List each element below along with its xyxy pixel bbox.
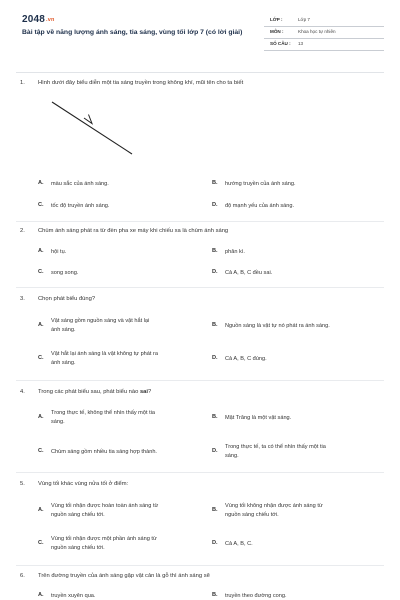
question-divider bbox=[16, 287, 384, 288]
question-number: 4. bbox=[20, 389, 25, 395]
meta-value: 13 bbox=[298, 41, 304, 46]
question-number: 5. bbox=[20, 481, 25, 487]
meta-row-count bbox=[264, 39, 384, 51]
question-text: Hình dưới đây biểu diễn một tia sáng truyền trong không khí, mũi tên cho ta biết bbox=[38, 80, 244, 86]
light-ray-diagram bbox=[48, 98, 138, 158]
question-divider bbox=[16, 472, 384, 473]
light-ray-line bbox=[52, 102, 132, 154]
question-number: 3. bbox=[20, 296, 25, 302]
meta-row-subject bbox=[264, 27, 384, 39]
question-text: Chùm ánh sáng phát ra từ đèn pha xe máy khi chiếu xa là chùm ánh sáng bbox=[38, 228, 229, 234]
worksheet-title: Bài tập về năng lượng ánh sáng, tia sáng, vùng tối lớp 7 (có lời giải) bbox=[22, 29, 243, 36]
question-number: 2. bbox=[20, 228, 25, 234]
question-divider bbox=[16, 565, 384, 566]
question-divider bbox=[16, 221, 384, 222]
site-logo[interactable]: 2048.vn bbox=[22, 14, 55, 25]
meta-value: Khoa học tự nhiên bbox=[298, 29, 336, 34]
meta-label: LỚP : bbox=[270, 17, 283, 22]
meta-label: SỐ CÂU : bbox=[270, 41, 291, 46]
worksheet-header bbox=[16, 12, 384, 64]
question-divider bbox=[16, 380, 384, 381]
worksheet-page: 2048.vn Bài tập về năng lượng ánh sáng, tia sáng, vùng tối lớp 7 (có lời giải) LỚP : Lớp 7 MÔN : Khoa học tự nhiên SỐ CÂU : 13 1. Hình dưới đây biểu diễn một tia sáng truyền trong không khí, mũi tên cho ta biết A. màu sắc của ánh sáng. B. hướng truyền của ánh sáng. C. tốc độ truyền ánh sáng. D. độ mạnh yếu của ánh sáng. 2. Chùm ánh sáng phát ra từ đèn pha xe máy khi chiếu xa là chùm ánh sáng A. hội tụ. B. phân kì. C. song song. D. Cả A, B, C đều sai. 3. Chọn phát biểu đúng? A. Vật sáng gồm nguồn sáng và vật hắt lại ánh sáng. B. Nguồn sáng là vật tự nó phát ra ánh sáng. C. Vật hắt lại ánh sáng là vật không tự phát ra ánh sáng. D. Cả A, B, C đúng. 4. Trong các phát biểu sau, phát biểu nào sai? A. Trong thực tế, không thể nhìn thấy một tia sáng. B. Mặt Trăng là một vật sáng. C. Chùm sáng gồm nhiều tia sáng hợp thành. D. Trong thực tế, ta có thể nhìn thấy một tia sáng. 5. Vùng tối khác vùng nửa tối ở điểm: A. Vùng tối nhận được hoàn toàn ánh sáng từ nguồn sáng chiếu tới. B. Vùng tối không nhận được ánh sáng từ nguồn sáng chiếu tới. C. Vùng tối nhận được một phần ánh sáng từ nguồn sáng chiếu tới. D. Cả A, B, C. 6. Trên đường truyền của ánh sáng gặp vật cản là gỗ thì ánh sáng sẽ A. truyền xuyên qua. B. truyền theo đường cong. bbox=[0, 0, 400, 600]
meta-label: MÔN : bbox=[270, 29, 284, 34]
question-text: Trên đường truyền của ánh sáng gặp vật cản là gỗ thì ánh sáng sẽ bbox=[38, 573, 210, 579]
header-divider bbox=[16, 72, 384, 73]
worksheet-meta bbox=[264, 15, 384, 51]
question-number: 1. bbox=[20, 80, 25, 86]
arrow-head-icon bbox=[84, 115, 92, 124]
question-text: Vùng tối khác vùng nửa tối ở điểm: bbox=[38, 481, 129, 487]
meta-row-class bbox=[264, 15, 384, 27]
meta-value: Lớp 7 bbox=[298, 17, 310, 22]
question-number: 6. bbox=[20, 573, 25, 579]
question-text: Trong các phát biểu sau, phát biểu nào sai? bbox=[38, 389, 152, 395]
question-text: Chọn phát biểu đúng? bbox=[38, 296, 96, 302]
